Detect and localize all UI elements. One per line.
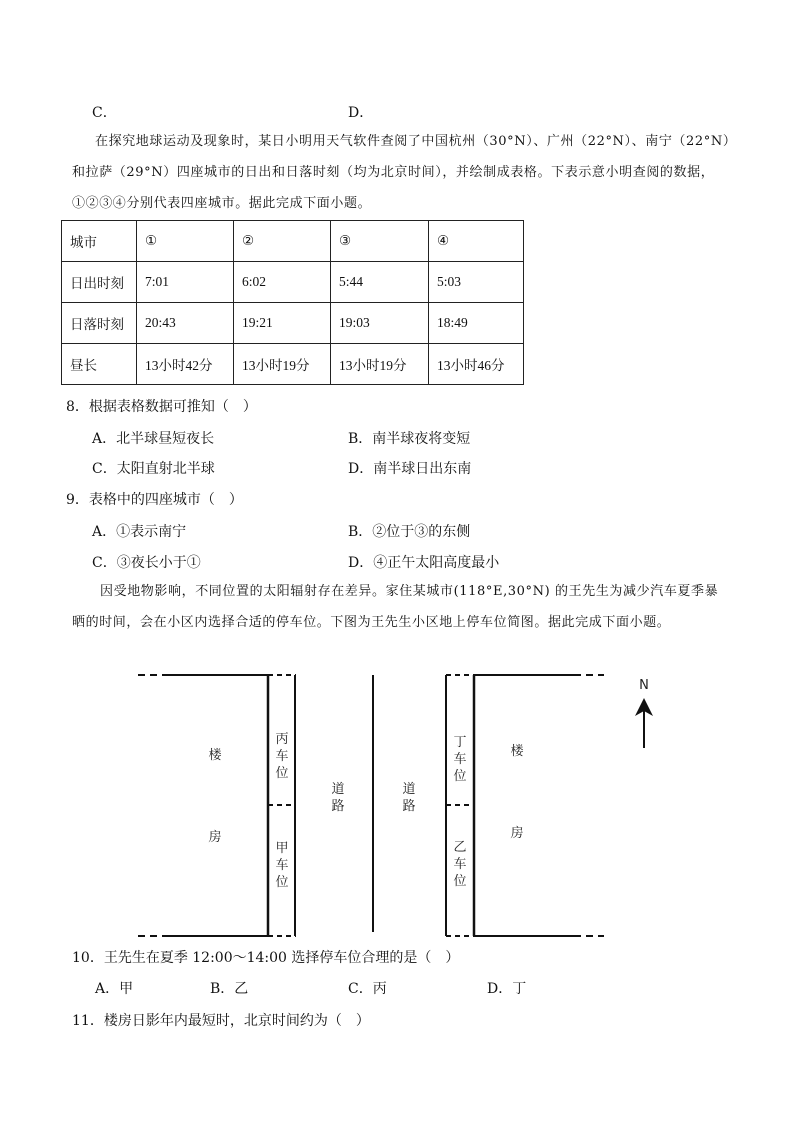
table-row [62, 262, 524, 303]
slot-jia-label: 车 [275, 858, 289, 873]
q9-option-a: A．①表示南宁 [92, 524, 187, 540]
slot-ding-label: 车 [453, 752, 467, 767]
table-cell: 18:49 [429, 303, 524, 344]
table-cell: 19:21 [234, 303, 331, 344]
option-c-label: C． [92, 105, 117, 121]
q8-stem: 8．根据表格数据可推知（ ） [66, 399, 257, 415]
slot-jia-label: 位 [275, 875, 289, 890]
table-cell: 5:03 [429, 262, 524, 303]
right-building-label: 房 [510, 826, 524, 841]
q9-option-c: C．③夜长小于① [92, 555, 201, 571]
q11-stem: 11．楼房日影年内最短时，北京时间约为（ ） [72, 1013, 370, 1029]
q8-option-b: B．南半球夜将变短 [348, 431, 471, 447]
slot-bing-label: 车 [275, 749, 289, 764]
q10-stem: 10．王先生在夏季 12:00～14:00 选择停车位合理的是（ ） [72, 950, 460, 966]
road-right-label: 道 [402, 782, 416, 797]
intro1-line1: 在探究地球运动及现象时，某日小明用天气软件查阅了中国杭州（30°N）、广州（22°N）、南宁（22°N） [95, 134, 737, 149]
table-cell: 13小时42分 [137, 344, 234, 385]
table-cell: 13小时19分 [331, 344, 429, 385]
intro1-line3: ①②③④分别代表四座城市。据此完成下面小题。 [72, 196, 372, 211]
north-label: N [639, 678, 649, 693]
right-building-label: 楼 [510, 744, 524, 759]
q8-option-c: C．太阳直射北半球 [92, 461, 215, 477]
table-header-cell: 城市 [62, 221, 137, 262]
table-cell: 19:03 [331, 303, 429, 344]
q8-option-d: D．南半球日出东南 [348, 461, 472, 477]
slot-ding-label: 丁 [453, 735, 467, 750]
table-header-cell: ① [137, 221, 234, 262]
table-row [62, 344, 524, 385]
table-row [62, 303, 524, 344]
slot-ding-label: 位 [453, 769, 467, 784]
table-header-cell: ② [234, 221, 331, 262]
table-cell: 昼长 [62, 344, 137, 385]
parking-diagram [0, 660, 794, 945]
q10-option-b: B．乙 [210, 981, 249, 997]
table-cell: 日落时刻 [62, 303, 137, 344]
intro2-line2: 晒的时间，会在小区内选择合适的停车位。下图为王先生小区地上停车位简图。据此完成下面小题。 [72, 615, 671, 630]
left-building-label: 楼 [208, 748, 222, 763]
q9-option-d: D．④正午太阳高度最小 [348, 555, 500, 571]
q8-option-a: A．北半球昼短夜长 [92, 431, 215, 447]
table-cell: 13小时46分 [429, 344, 524, 385]
slot-jia-label: 甲 [275, 841, 289, 856]
intro2-line1: 因受地物影响，不同位置的太阳辐射存在差异。家住某城市(118°E,30°N) 的王先生为减少汽车夏季暴 [100, 584, 719, 599]
slot-yi-label: 车 [453, 857, 467, 872]
slot-yi-label: 乙 [453, 840, 467, 855]
table-header-cell: ④ [429, 221, 524, 262]
road-left-label: 道 [331, 782, 345, 797]
q10-option-d: D．丁 [487, 981, 527, 997]
slot-bing-label: 位 [275, 766, 289, 781]
q10-option-c: C．丙 [348, 981, 387, 997]
left-building-label: 房 [208, 830, 222, 845]
table-cell: 20:43 [137, 303, 234, 344]
table-header-cell: ③ [331, 221, 429, 262]
slot-yi-label: 位 [453, 874, 467, 889]
road-right-label: 路 [402, 799, 416, 814]
table-cell: 13小时19分 [234, 344, 331, 385]
sunrise-sunset-table [61, 220, 524, 385]
q10-option-a: A．甲 [95, 981, 134, 997]
q9-stem: 9．表格中的四座城市（ ） [66, 492, 243, 508]
q9-option-b: B．②位于③的东侧 [348, 524, 471, 540]
road-left-label: 路 [331, 799, 345, 814]
option-d-label: D． [348, 105, 374, 121]
table-cell: 6:02 [234, 262, 331, 303]
table-cell: 日出时刻 [62, 262, 137, 303]
table-header-row [62, 221, 524, 262]
slot-bing-label: 丙 [275, 732, 289, 747]
table-cell: 5:44 [331, 262, 429, 303]
table-cell: 7:01 [137, 262, 234, 303]
intro1-line2: 和拉萨（29°N）四座城市的日出和日落时刻（均为北京时间），并绘制成表格。下表示意小明查阅的数据， [72, 165, 715, 180]
